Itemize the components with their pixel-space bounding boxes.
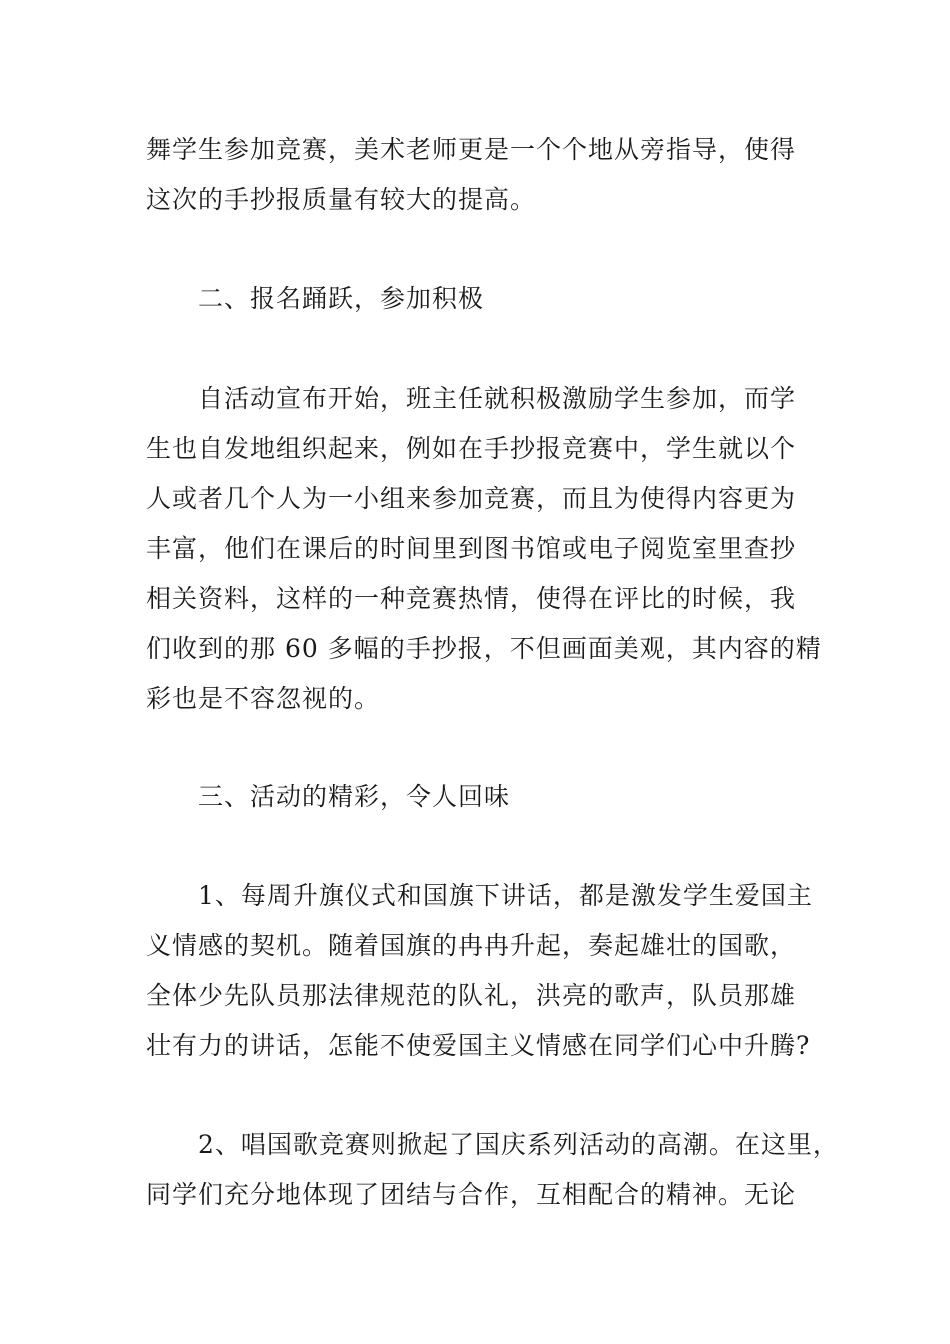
- section-heading-2: 二、报名踊跃，参加积极: [198, 284, 485, 313]
- text-line: 彩也是不容忽视的。: [146, 684, 381, 713]
- text-line: 2、唱国歌竞赛则掀起了国庆系列活动的高潮。在这里，: [198, 1130, 839, 1159]
- paragraph-1: [146, 125, 836, 225]
- text-line: 人或者几个人为一小组来参加竞赛，而且为使得内容更为: [146, 484, 797, 513]
- text-line: 同学们充分地体现了团结与合作，互相配合的精神。无论: [146, 1180, 797, 1209]
- text-line: 壮有力的讲话，怎能不使爱国主义情感在同学们心中升腾?: [146, 1031, 811, 1060]
- text-line: 丰富，他们在课后的时间里到图书馆或电子阅览室里查抄: [146, 534, 797, 563]
- text-line: 全体少先队员那法律规范的队礼，洪亮的歌声，队员那雄: [146, 981, 797, 1010]
- text-line: 舞学生参加竞赛，美术老师更是一个个地从旁指导，使得: [146, 135, 797, 164]
- text-line: 这次的手抄报质量有较大的提高。: [146, 185, 537, 214]
- text-line: 1、每周升旗仪式和国旗下讲话，都是激发学生爱国主: [198, 881, 813, 910]
- paragraph-2: [146, 374, 836, 724]
- text-line: 义情感的契机。随着国旗的冉冉升起，奏起雄壮的国歌，: [146, 931, 797, 960]
- paragraph-3: [146, 871, 836, 1071]
- paragraph-4: [146, 1120, 839, 1220]
- text-line: 生也自发地组织起来，例如在手抄报竞赛中，学生就以个: [146, 434, 797, 463]
- text-line: 们收到的那 60 多幅的手抄报，不但画面美观，其内容的精: [146, 634, 822, 663]
- text-line: 相关资料，这样的一种竞赛热情，使得在评比的时候，我: [146, 584, 797, 613]
- section-heading-3: 三、活动的精彩，令人回味: [198, 782, 511, 811]
- text-line: 自活动宣布开始，班主任就积极激励学生参加，而学: [198, 384, 797, 413]
